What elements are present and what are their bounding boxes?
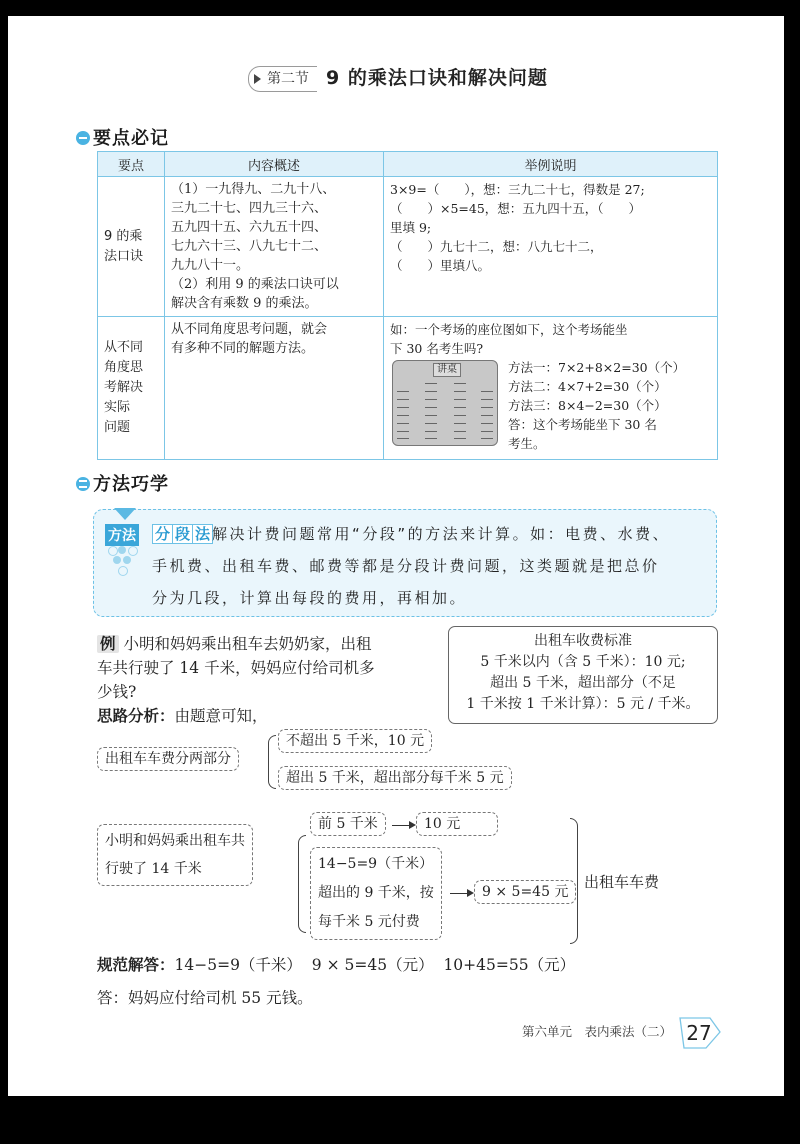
- example-question: 例 小明和妈妈乘出租车去奶奶家，出租 车共行驶了 14 千米，妈妈应付给司机多 少钱? 思路分析：由题意可知，: [97, 635, 375, 725]
- unit-label: 第六单元 表内乘法（二）: [522, 1024, 673, 1039]
- arrow-icon: [450, 893, 472, 894]
- decorative-dot-icon: [113, 556, 121, 564]
- right-brace: [570, 818, 578, 944]
- decorative-dot-icon: [118, 546, 126, 554]
- key-cell: 9 的乘法口诀: [98, 177, 165, 317]
- standard-solution: 规范解答：14−5=9（千米） 9 × 5=45（元） 10+45=55（元）: [97, 956, 576, 974]
- solution-methods: 方法一：7×2+8×2=30（个） 方法二：4×7+2=30（个） 方法三：8×4−2=30（个） 答：这个考场能坐下 30 名 考生。: [508, 360, 686, 451]
- example-label: 例: [97, 635, 119, 653]
- decorative-dot-icon: [118, 566, 128, 576]
- fare-standard-box: 出租车收费标准 5 千米以内（含 5 千米）：10 元; 超出 5 千米，超出部分（不足 1 千米按 1 千米计算）：5 元 / 千米。: [448, 626, 718, 724]
- column-header: 内容概述: [165, 152, 384, 177]
- method-text: 分 段 法 解决计费问题常用“分段”的方法来计算。如：电费、水费、 手机费、出租车费、邮费等都是分段计费问题，这类题就是把总价 分为几段，计算出每段的费用，再相加。: [152, 525, 671, 607]
- table-row: [98, 317, 718, 460]
- decorative-dot-icon: [108, 546, 118, 556]
- table-header-row: [98, 152, 718, 177]
- fare-standard-title: 出租车收费标准: [534, 633, 632, 649]
- ten-yuan-node: 10 元: [416, 812, 498, 836]
- method-tip-box: [93, 509, 717, 617]
- section-tag: 第二节: [248, 66, 317, 92]
- key-cell: 从不同 角度思 考解决 实际 问题: [98, 317, 165, 460]
- teacher-desk-label: 讲桌: [433, 363, 461, 377]
- branch-node: 不超出 5 千米，10 元: [278, 729, 432, 753]
- extra-distance-node: 14−5=9（千米） 超出的 9 千米，按 每千米 5 元付费: [310, 847, 442, 940]
- table-row: [98, 177, 718, 317]
- decorative-dot-icon: [123, 556, 131, 564]
- content-cell: 从不同角度思考问题，就会 有多种不同的解题方法。: [165, 317, 384, 460]
- decorative-dot-icon: [128, 546, 138, 556]
- page-title: 9 的乘法口诀和解决问题: [326, 67, 548, 89]
- analysis-label: 思路分析：: [97, 707, 175, 725]
- method-badge: 方法: [105, 524, 139, 546]
- column-header: 举例说明: [384, 152, 718, 177]
- example-cell: 如：一个考场的座位图如下，这个考场能坐 下 30 名考生吗? 讲桌 方法一：7×2+8×2=30（个） 方法二：4×7+2=30（个） 方法三：8×4−2=30（个） 答：这个考场能坐下 30 名 考生。: [384, 317, 718, 460]
- branch-node: 超出 5 千米，超出部分每千米 5 元: [278, 766, 512, 790]
- page-number: 27: [680, 1018, 718, 1048]
- column-header: 要点: [98, 152, 165, 177]
- circle-one-icon: [76, 131, 90, 145]
- content-cell: （1）一九得九、二九十八、 三九二十七、四九三十六、 五九四十五、六九五十四、 七九六十三、八九七十二、 九九八十一。 （2）利用 9 的乘法口诀可以 解决含有乘数 9 的乘法。: [165, 177, 384, 317]
- example-cell: 3×9=（ ），想：三九二十七，得数是 27; （ ）×5=45，想：五九四十五，（ ） 里填 9; （ ）九七十二，想：八九七十二， （ ）里填八。: [384, 177, 718, 317]
- circle-two-icon: [76, 477, 90, 491]
- trip-distance-node: 小明和妈妈乘出租车共 行驶了 14 千米: [97, 824, 253, 886]
- left-brace: [298, 835, 306, 933]
- extra-fare-node: 9 × 5=45 元: [474, 880, 576, 904]
- fare-two-parts-node: 出租车车费分两部分: [97, 747, 239, 771]
- section-heading-key-points: 要点必记: [76, 124, 169, 150]
- first-5km-node: 前 5 千米: [310, 812, 386, 836]
- final-answer: 答：妈妈应付给司机 55 元钱。: [97, 989, 313, 1007]
- arrow-icon: [392, 825, 414, 826]
- left-brace: [268, 735, 276, 789]
- seat-chart: [392, 360, 498, 446]
- taxi-fare-result: 出租车车费: [584, 873, 660, 891]
- key-points-table: [97, 151, 718, 460]
- section-heading-methods: 方法巧学: [76, 470, 169, 496]
